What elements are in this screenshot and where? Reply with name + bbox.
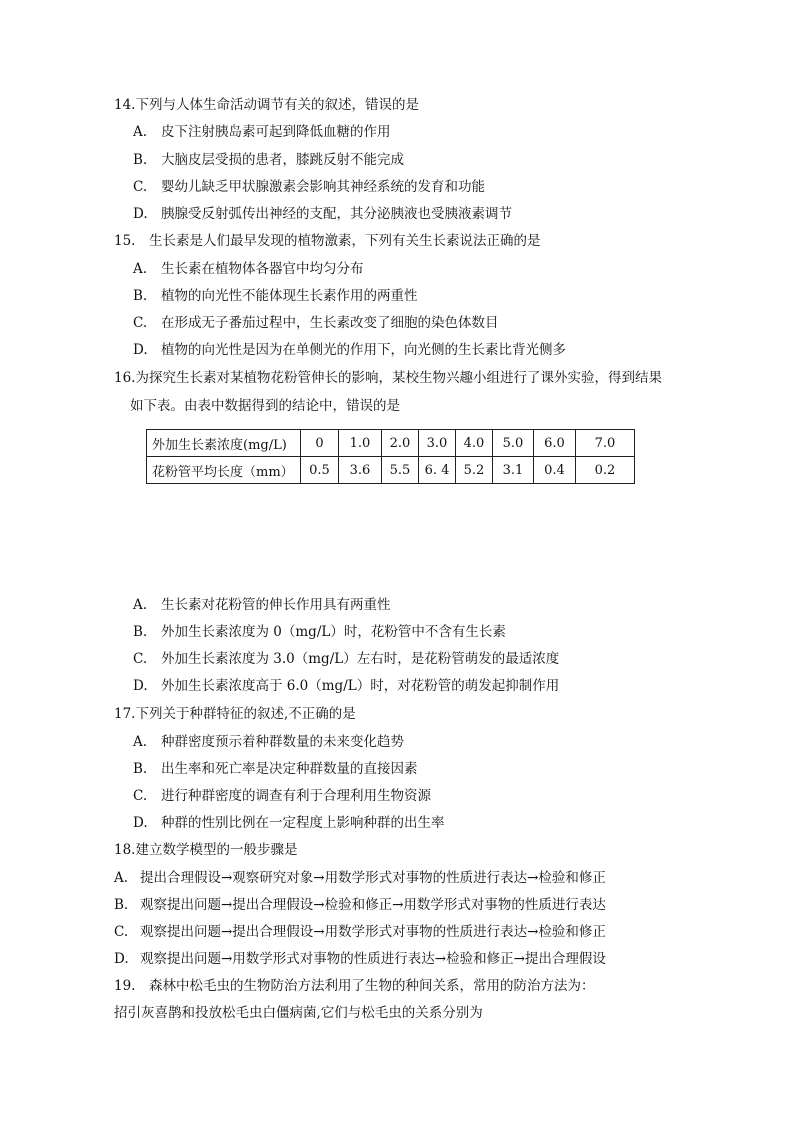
q18-stem: 18.建立数学模型的一般步骤是: [114, 842, 298, 858]
q16-stem-continued: 如下表。由表中数据得到的结论中，错误的是: [130, 398, 400, 414]
q14-option-c: C. 婴幼儿缺乏甲状腺激素会影响其神经系统的发育和功能: [133, 179, 485, 195]
q16-option-c: C. 外加生长素浓度为 3.0（mg/L）左右时，是花粉管萌发的最适浓度: [133, 651, 560, 667]
q15-stem: 15. 生长素是人们最早发现的植物激素，下列有关生长素说法正确的是: [114, 233, 541, 249]
q15-option-c: C. 在形成无子番茄过程中，生长素改变了细胞的染色体数目: [133, 315, 499, 331]
table-row-header: 外加生长素浓度(mg/L): [147, 430, 301, 457]
table-cell: 2.0: [382, 430, 419, 457]
table-cell: 7.0: [576, 430, 635, 457]
table-row: [147, 430, 635, 457]
q14-option-d: D. 胰腺受反射弧传出神经的支配，其分泌胰液也受胰液素调节: [133, 206, 512, 222]
q16-data-table: [146, 429, 635, 484]
q18-option-d: D. 观察提出问题→用数学形式对事物的性质进行表达→检验和修正→提出合理假设: [114, 951, 606, 967]
q18-option-b: B. 观察提出问题→提出合理假设→检验和修正→用数学形式对事物的性质进行表达: [114, 897, 606, 913]
q17-stem: 17.下列关于种群特征的叙述,不正确的是: [114, 706, 356, 722]
q15-option-a: A. 生长素在植物体各器官中均匀分布: [133, 261, 364, 277]
q17-option-c: C. 进行种群密度的调查有利于合理利用生物资源: [133, 788, 431, 804]
table-row: [147, 457, 635, 484]
q14-stem: 14.下列与人体生命活动调节有关的叙述，错误的是: [114, 97, 419, 113]
table-cell: 5.2: [456, 457, 493, 484]
q17-option-a: A. 种群密度预示着种群数量的未来变化趋势: [133, 734, 404, 750]
table-cell: 6. 4: [419, 457, 456, 484]
table-cell: 6.0: [534, 430, 576, 457]
table-cell: 5.5: [382, 457, 419, 484]
q17-option-d: D. 种群的性别比例在一定程度上影响种群的出生率: [133, 815, 445, 831]
table-cell: 0.2: [576, 457, 635, 484]
table-cell: 3.0: [419, 430, 456, 457]
table-cell: 5.0: [493, 430, 534, 457]
q14-option-a: A. 皮下注射胰岛素可起到降低血糖的作用: [133, 124, 391, 140]
q18-option-a: A. 提出合理假设→观察研究对象→用数学形式对事物的性质进行表达→检验和修正: [114, 870, 606, 886]
q16-option-d: D. 外加生长素浓度高于 6.0（mg/L）时，对花粉管的萌发起抑制作用: [133, 678, 560, 694]
q16-option-b: B. 外加生长素浓度为 0（mg/L）时，花粉管中不含有生长素: [133, 624, 506, 640]
q18-option-c: C. 观察提出问题→提出合理假设→用数学形式对事物的性质进行表达→检验和修正: [114, 924, 606, 940]
q14-option-b: B. 大脑皮层受损的患者，膝跳反射不能完成: [133, 152, 404, 168]
table-cell: 0.4: [534, 457, 576, 484]
q17-option-b: B. 出生率和死亡率是决定种群数量的直接因素: [133, 761, 418, 777]
q15-option-b: B. 植物的向光性不能体现生长素作用的两重性: [133, 288, 418, 304]
table-cell: 4.0: [456, 430, 493, 457]
table-cell: 1.0: [339, 430, 382, 457]
table-cell: 3.6: [339, 457, 382, 484]
q16-option-a: A. 生长素对花粉管的伸长作用具有两重性: [133, 597, 391, 613]
table-cell: 0.5: [301, 457, 339, 484]
q16-stem: 16.为探究生长素对某植物花粉管伸长的影响，某校生物兴趣小组进行了课外实验，得到结果: [114, 370, 662, 386]
q15-option-d: D. 植物的向光性是因为在单侧光的作用下，向光侧的生长素比背光侧多: [133, 342, 566, 358]
table-cell: 0: [301, 430, 339, 457]
q19-stem: 19. 森林中松毛虫的生物防治方法利用了生物的种间关系，常用的防治方法为：: [114, 978, 595, 994]
q19-stem-continued: 招引灰喜鹊和投放松毛虫白僵病菌,它们与松毛虫的关系分别为: [114, 1005, 483, 1021]
table-cell: 3.1: [493, 457, 534, 484]
table-row-header: 花粉管平均长度（mm）: [147, 457, 301, 484]
